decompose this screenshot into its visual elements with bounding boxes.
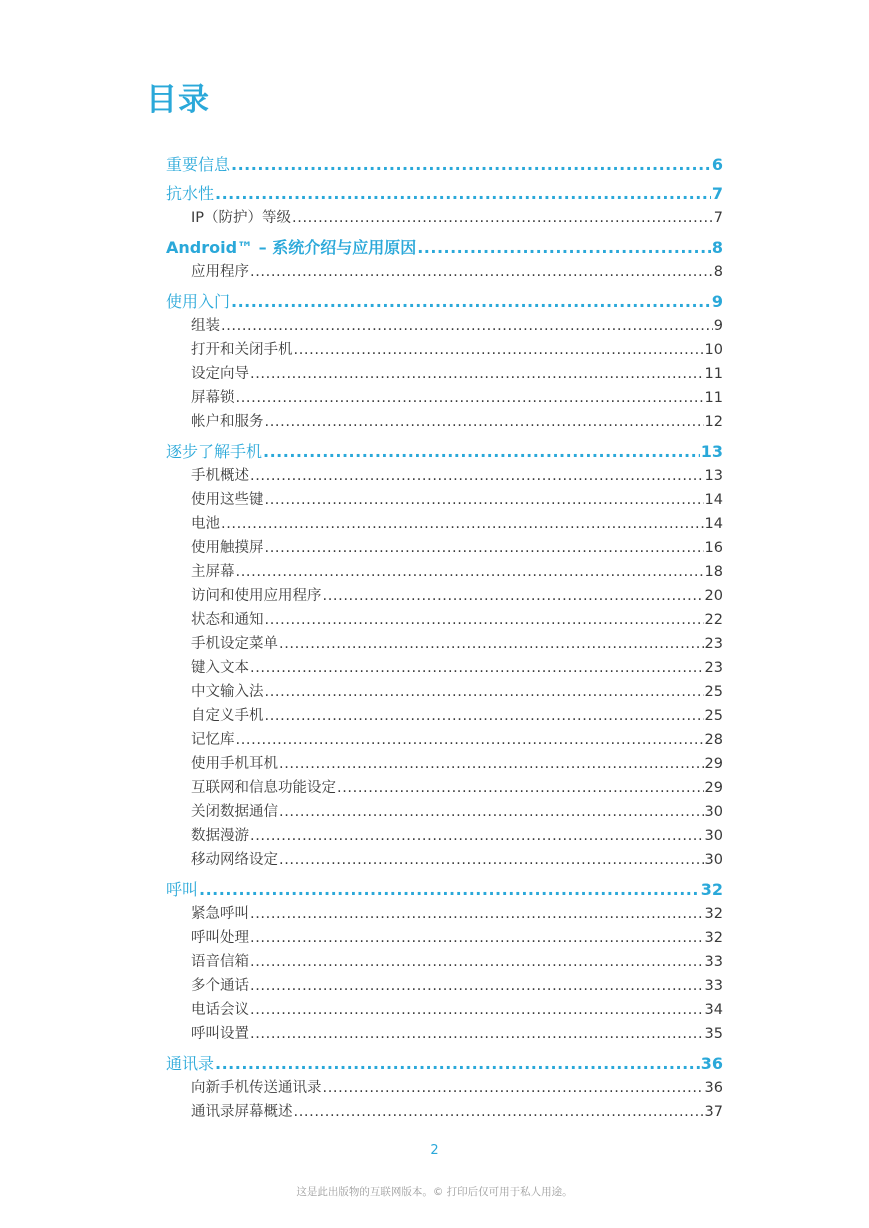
toc-entry-page: 23 xyxy=(704,660,723,676)
footer-notice: 这是此出版物的互联网版本。© 打印后仅可用于私人用途。 xyxy=(296,1186,573,1198)
toc-entry-title: 呼叫处理 xyxy=(191,930,249,946)
toc-entry-title: 主屏幕 xyxy=(191,564,235,580)
toc-entry-page: 13 xyxy=(704,468,723,484)
dot-leader xyxy=(250,904,704,924)
toc-entry[interactable] xyxy=(191,316,723,336)
toc-entry-title: 通讯录 xyxy=(166,1054,215,1073)
toc-entry-page: 36 xyxy=(704,1080,723,1096)
toc-entry[interactable] xyxy=(191,538,723,558)
toc-entry-title: 抗水性 xyxy=(166,184,215,203)
dot-leader xyxy=(215,183,711,205)
toc-entry-page: 32 xyxy=(700,880,723,899)
dot-leader xyxy=(294,1102,704,1122)
toc-heading[interactable] xyxy=(166,237,723,259)
toc-entry-title: 中文输入法 xyxy=(191,684,264,700)
toc-entry[interactable] xyxy=(191,610,723,630)
dot-leader xyxy=(265,682,704,702)
toc-entry-page: 33 xyxy=(704,978,723,994)
toc-entry[interactable] xyxy=(191,412,723,432)
toc-entry-page: 32 xyxy=(704,930,723,946)
dot-leader xyxy=(263,441,700,463)
toc-entry-title: 自定义手机 xyxy=(191,708,264,724)
toc-entry-title: 记忆库 xyxy=(191,732,235,748)
toc-entry[interactable] xyxy=(191,388,723,408)
toc-entry-page: 7 xyxy=(711,184,723,203)
dot-leader xyxy=(265,610,704,630)
toc-entry-page: 28 xyxy=(704,732,723,748)
toc-entry-page: 30 xyxy=(704,828,723,844)
toc-entry[interactable] xyxy=(191,1102,723,1122)
toc-entry-title: 电池 xyxy=(191,516,220,532)
toc-entry-page: 7 xyxy=(713,210,723,226)
toc-entry-title: 键入文本 xyxy=(191,660,249,676)
toc-heading[interactable] xyxy=(166,879,723,901)
toc-entry-title: 手机设定菜单 xyxy=(191,636,278,652)
toc-entry-title: 状态和通知 xyxy=(191,612,264,628)
toc-entry-title: 使用触摸屏 xyxy=(191,540,264,556)
dot-leader xyxy=(417,237,711,259)
toc-entry-page: 33 xyxy=(704,954,723,970)
toc-entry-title: 移动网络设定 xyxy=(191,852,278,868)
dot-leader xyxy=(231,291,711,313)
toc-entry-title: 逐步了解手机 xyxy=(166,442,263,461)
dot-leader xyxy=(265,412,704,432)
dot-leader xyxy=(250,952,704,972)
toc-entry-title: 语音信箱 xyxy=(191,954,249,970)
dot-leader xyxy=(250,658,704,678)
toc-entry-page: 23 xyxy=(704,636,723,652)
toc-entry[interactable] xyxy=(191,1078,723,1098)
toc-entry[interactable] xyxy=(191,706,723,726)
dot-leader xyxy=(279,850,704,870)
toc-entry-page: 35 xyxy=(704,1026,723,1042)
toc-entry[interactable] xyxy=(191,466,723,486)
toc-entry[interactable] xyxy=(191,730,723,750)
toc-entry-page: 34 xyxy=(704,1002,723,1018)
toc-entry-title: 电话会议 xyxy=(191,1002,249,1018)
dot-leader xyxy=(279,754,704,774)
toc-entry[interactable] xyxy=(191,208,723,228)
dot-leader xyxy=(250,976,704,996)
toc-entry-title: 重要信息 xyxy=(166,155,231,174)
toc-entry-title: 应用程序 xyxy=(191,264,249,280)
toc-entry[interactable] xyxy=(191,586,723,606)
dot-leader xyxy=(292,208,713,228)
toc-entry-title: 屏幕锁 xyxy=(191,390,235,406)
toc-entry[interactable] xyxy=(191,904,723,924)
toc-entry-title: Android™ – 系统介绍与应用原因 xyxy=(166,238,417,257)
toc-entry-page: 22 xyxy=(704,612,723,628)
dot-leader xyxy=(250,466,704,486)
toc-entry-title: 使用入门 xyxy=(166,292,231,311)
toc-entry-page: 8 xyxy=(711,238,723,257)
dot-leader xyxy=(250,364,704,384)
toc-entry-page: 12 xyxy=(704,414,723,430)
toc-entry-page: 25 xyxy=(704,708,723,724)
dot-leader xyxy=(250,1024,704,1044)
toc-entry-page: 13 xyxy=(700,442,723,461)
dot-leader xyxy=(323,586,704,606)
toc-entry[interactable] xyxy=(191,682,723,702)
dot-leader xyxy=(279,634,704,654)
dot-leader xyxy=(250,928,704,948)
toc-entry-page: 29 xyxy=(704,756,723,772)
dot-leader xyxy=(337,778,704,798)
toc-entry-page: 25 xyxy=(704,684,723,700)
toc-entry[interactable] xyxy=(191,1000,723,1020)
toc-entry-page: 16 xyxy=(704,540,723,556)
toc-heading[interactable] xyxy=(166,154,723,176)
toc-entry[interactable] xyxy=(191,514,723,534)
toc-entry[interactable] xyxy=(191,826,723,846)
toc-entry-page: 20 xyxy=(704,588,723,604)
toc-entry[interactable] xyxy=(191,658,723,678)
toc-entry-title: 数据漫游 xyxy=(191,828,249,844)
dot-leader xyxy=(236,562,704,582)
dot-leader xyxy=(279,802,704,822)
dot-leader xyxy=(250,262,713,282)
toc-entry-title: 访问和使用应用程序 xyxy=(191,588,322,604)
toc-entry-page: 18 xyxy=(704,564,723,580)
dot-leader xyxy=(294,340,704,360)
toc-entry-page: 9 xyxy=(711,292,723,311)
toc-entry[interactable] xyxy=(191,262,723,282)
toc-entry[interactable] xyxy=(191,1024,723,1044)
toc-entry-page: 9 xyxy=(713,318,723,334)
dot-leader xyxy=(236,730,704,750)
dot-leader xyxy=(199,879,700,901)
toc-entry-page: 30 xyxy=(704,804,723,820)
toc-entry[interactable] xyxy=(191,976,723,996)
toc-entry[interactable] xyxy=(191,952,723,972)
dot-leader xyxy=(265,538,704,558)
toc-entry-title: 帐户和服务 xyxy=(191,414,264,430)
toc-entry-title: 呼叫 xyxy=(166,880,199,899)
toc-entry[interactable] xyxy=(191,778,723,798)
toc-entry[interactable] xyxy=(191,364,723,384)
toc-entry[interactable] xyxy=(191,634,723,654)
toc-entry-title: 互联网和信息功能设定 xyxy=(191,780,336,796)
toc-entry-page: 6 xyxy=(711,155,723,174)
toc-entry[interactable] xyxy=(191,490,723,510)
toc-heading[interactable] xyxy=(166,1053,723,1075)
toc-entry-title: 使用这些键 xyxy=(191,492,264,508)
toc-heading[interactable] xyxy=(166,441,723,463)
toc-entry[interactable] xyxy=(191,754,723,774)
toc-entry-page: 37 xyxy=(704,1104,723,1120)
toc-entry[interactable] xyxy=(191,802,723,822)
toc-entry-title: 手机概述 xyxy=(191,468,249,484)
toc-entry-title: 组装 xyxy=(191,318,220,334)
page-number: 2 xyxy=(430,1143,439,1158)
toc-entry-title: 紧急呼叫 xyxy=(191,906,249,922)
toc-heading[interactable] xyxy=(166,183,723,205)
toc-entry-page: 11 xyxy=(704,390,723,406)
dot-leader xyxy=(250,1000,704,1020)
toc-entry-title: 关闭数据通信 xyxy=(191,804,278,820)
toc-entry-title: 通讯录屏幕概述 xyxy=(191,1104,293,1120)
toc-entry-title: 多个通话 xyxy=(191,978,249,994)
toc-entry-page: 32 xyxy=(704,906,723,922)
dot-leader xyxy=(265,490,704,510)
dot-leader xyxy=(265,706,704,726)
dot-leader xyxy=(215,1053,700,1075)
toc-entry-title: IP（防护）等级 xyxy=(191,210,292,226)
toc-entry-page: 30 xyxy=(704,852,723,868)
dot-leader xyxy=(221,316,713,336)
toc-entry-title: 使用手机耳机 xyxy=(191,756,278,772)
toc-entry-page: 14 xyxy=(704,492,723,508)
toc-entry-title: 呼叫设置 xyxy=(191,1026,249,1042)
toc-entry[interactable] xyxy=(191,928,723,948)
dot-leader xyxy=(236,388,704,408)
toc-entry[interactable] xyxy=(191,850,723,870)
toc-entry-page: 8 xyxy=(713,264,723,280)
toc-entry-title: 设定向导 xyxy=(191,366,249,382)
dot-leader xyxy=(221,514,704,534)
toc-entry-page: 29 xyxy=(704,780,723,796)
toc-entry-title: 向新手机传送通讯录 xyxy=(191,1080,322,1096)
toc-entry[interactable] xyxy=(191,340,723,360)
dot-leader xyxy=(250,826,704,846)
dot-leader xyxy=(231,154,711,176)
toc-entry-page: 10 xyxy=(704,342,723,358)
toc-entry-page: 11 xyxy=(704,366,723,382)
page-title: 目录 xyxy=(146,82,210,118)
toc-entry-page: 14 xyxy=(704,516,723,532)
dot-leader xyxy=(323,1078,704,1098)
toc-entry-page: 36 xyxy=(700,1054,723,1073)
toc-entry[interactable] xyxy=(191,562,723,582)
toc-entry-title: 打开和关闭手机 xyxy=(191,342,293,358)
toc-heading[interactable] xyxy=(166,291,723,313)
